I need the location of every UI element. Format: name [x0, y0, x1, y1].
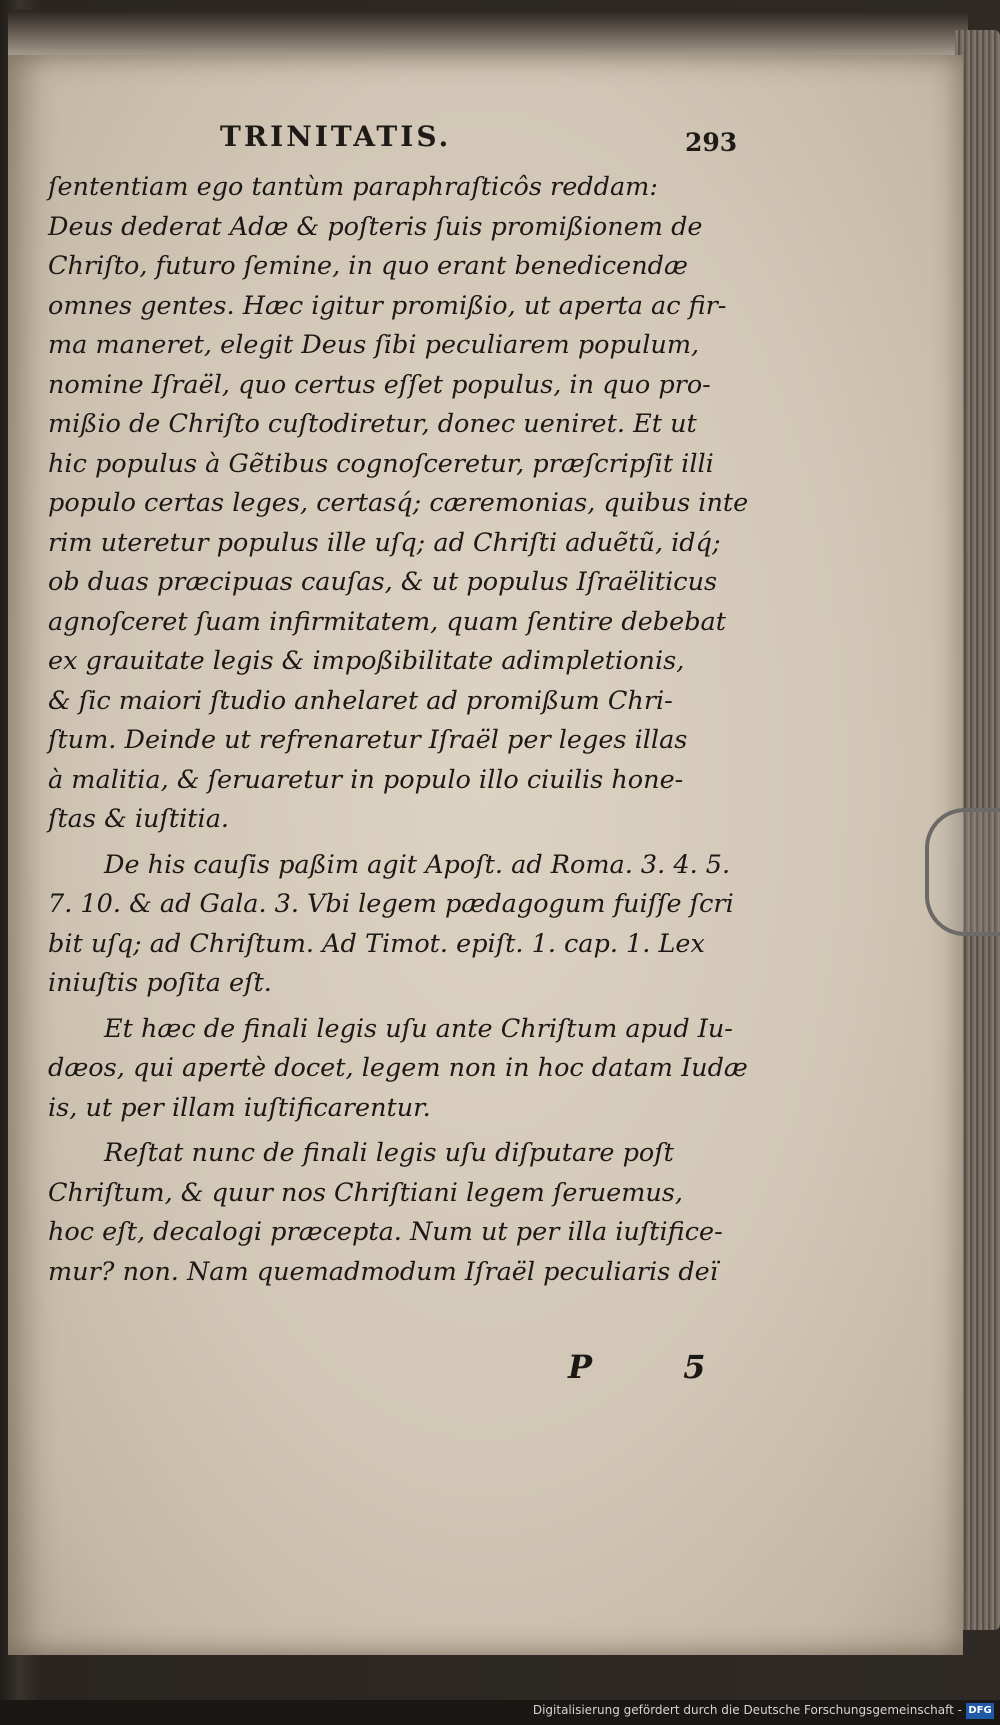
body-text — [48, 168, 748, 1292]
text-line: 7. 10. & ad Gala. 3. Vbi legem pædagogum fuiſſe ſcri — [48, 889, 734, 919]
text-line: ſententiam ego tantùm paraphraſticôs reddam: — [48, 172, 658, 202]
text-line: ſtum. Deinde ut refrenaretur Iſraël per leges illas — [48, 725, 688, 755]
text-line: ſtas & iuſtitia. — [48, 804, 230, 834]
text-line: De his cauſis paßim agit Apoſt. ad Roma. 3. 4. 5. — [104, 849, 731, 880]
text-line: Reſtat nunc de finali legis uſu diſputare poſt — [104, 1138, 674, 1168]
text-line: Chriſto, futuro ſemine, in quo erant benedicendæ — [48, 251, 688, 281]
text-line: agnoſceret ſuam infirmitatem, quam ſentire debebat — [48, 606, 726, 637]
text-line: ex grauitate legis & impoßibilitate adimpletionis, — [48, 646, 685, 676]
digitization-credit: Digitalisierung gefördert durch die Deutsche Forschungsgemeinschaft - — [532, 1703, 962, 1717]
text-line: iniuſtis poſita eſt. — [48, 968, 272, 998]
page-clip — [925, 808, 1000, 936]
text-line: populo certas leges, certasq́; cæremonias, quibus inte — [48, 488, 749, 518]
text-line: Et hæc de finali legis uſu ante Chriſtum apud Iu- — [104, 1013, 733, 1044]
text-line: à malitia, & ſeruaretur in populo illo ciuilis hone- — [48, 764, 684, 795]
text-line: ma maneret, elegit Deus ſibi peculiarem populum, — [48, 330, 700, 360]
text-line: hoc eſt, decalogi præcepta. Num ut per illa iuſtifice- — [48, 1217, 723, 1247]
text-line: hic populus à Gẽtibus cognoſceretur, præſcripſit illi — [48, 448, 714, 479]
text-line: dæos, qui apertè docet, legem non in hoc datam Iudæ — [48, 1053, 748, 1083]
text-line: mißio de Chriſto cuſtodiretur, donec ueniret. Et ut — [48, 409, 697, 439]
text-line: & ſic maiori ſtudio anhelaret ad promißum Chri- — [48, 685, 673, 716]
text-line: Chriſtum, & quur nos Chriſtiani legem ſeruemus, — [48, 1177, 683, 1208]
page-number: 293 — [685, 128, 738, 157]
signature-mark: P 5 — [568, 1348, 746, 1386]
text-line: rim uteretur populus ille uſq; ad Chriſti aduẽtũ, idq́; — [48, 527, 721, 558]
book-top-edge — [8, 10, 968, 55]
text-line: omnes gentes. Hæc igitur promißio, ut aperta ac fir- — [48, 290, 727, 321]
dfg-logo: DFG — [966, 1703, 994, 1719]
text-line: nomine Iſraël, quo certus eſſet populus, in quo pro- — [48, 369, 711, 400]
text-line: ob duas præcipuas cauſas, & ut populus Iſraëliticus — [48, 567, 718, 597]
text-line: is, ut per illam iuſtificarentur. — [48, 1092, 431, 1123]
running-title: TRINITATIS. — [220, 120, 452, 153]
text-line: Deus dederat Adæ & poſteris ſuis promißionem de — [48, 211, 703, 242]
text-line: bit uſq; ad Chriſtum. Ad Timot. epiſt. 1. cap. 1. Lex — [48, 928, 705, 959]
text-line: mur? non. Nam quemadmodum Iſraël peculiaris deï — [48, 1256, 718, 1287]
